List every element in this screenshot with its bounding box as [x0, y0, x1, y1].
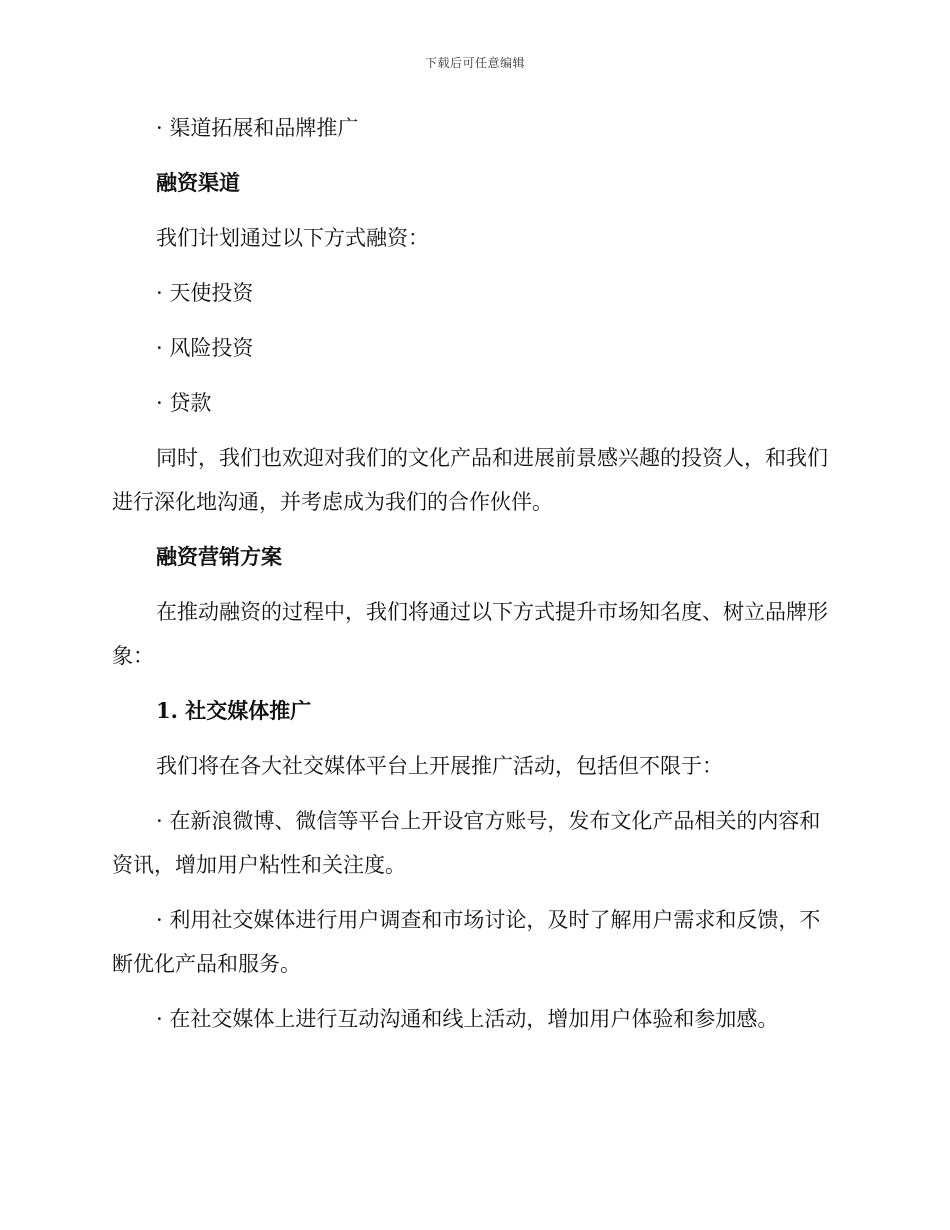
list-item-online-activities: · 在社交媒体上进行互动沟通和线上活动，增加用户体验和参加感。 — [156, 1007, 779, 1031]
section-heading-financing-marketing: 融资营销方案 — [156, 544, 282, 569]
list-item-loan: · 贷款 — [156, 391, 212, 415]
paragraph-social-media-intro: 我们将在各大社交媒体平台上开展推广活动，包括但不限于： — [156, 754, 723, 778]
subsection-heading-social-media: 1. 社交媒体推广 — [156, 698, 312, 723]
list-item-venture-capital: · 风险投资 — [156, 336, 254, 360]
list-item-user-research: · 利用社交媒体进行用户调查和市场讨论，及时了解用户需求和反馈，不断优化产品和服务。 — [112, 908, 821, 976]
list-item-angel-investment: · 天使投资 — [156, 281, 254, 305]
paragraph-investor-welcome: 同时，我们也欢迎对我们的文化产品和进展前景感兴趣的投资人，和我们进行深化地沟通，并考虑成为我们的合作伙伴。 — [112, 446, 828, 514]
list-item-channel-expansion: · 渠道拓展和品牌推广 — [156, 116, 359, 140]
paragraph-marketing-intro: 在推动融资的过程中，我们将通过以下方式提升市场知名度、树立品牌形象： — [112, 600, 828, 668]
section-heading-financing-channels: 融资渠道 — [156, 170, 240, 195]
paragraph-financing-intro: 我们计划通过以下方式融资： — [156, 226, 429, 250]
page-header: 下载后可任意编辑 — [424, 56, 525, 70]
list-item-official-accounts: · 在新浪微博、微信等平台上开设官方账号，发布文化产品相关的内容和资讯，增加用户粘性和关注度。 — [112, 809, 821, 877]
document-body — [112, 106, 830, 1052]
